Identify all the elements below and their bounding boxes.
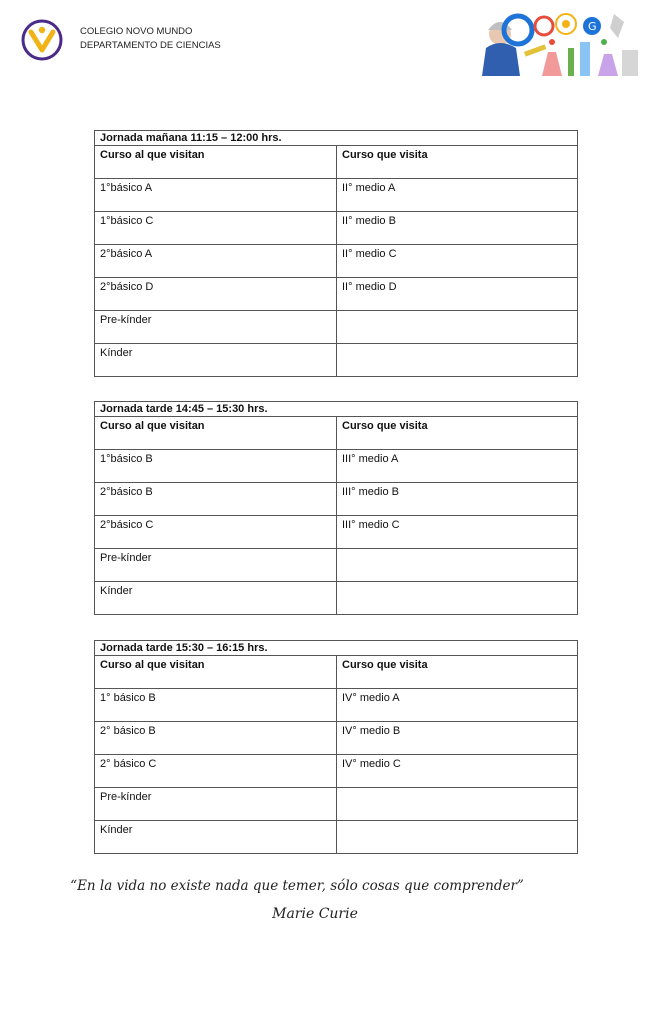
table-row: 2°básico A II° medio C: [95, 245, 578, 278]
table-row: 2°básico B III° medio B: [95, 483, 578, 516]
quote-text: “En la vida no existe nada que temer, sólo cosas que comprender”: [70, 878, 524, 894]
table-row: 2° básico C IV° medio C: [95, 755, 578, 788]
science-doodle-image: [482, 8, 642, 78]
school-logo: [20, 18, 64, 62]
quote-author: Marie Curie: [272, 906, 358, 922]
school-name: COLEGIO NOVO MUNDO: [80, 26, 193, 37]
table-title: Jornada mañana 11:15 – 12:00 hrs.: [95, 131, 578, 146]
schedule-table-afternoon-2: [94, 640, 578, 854]
column-header-visited: Curso al que visitan: [95, 417, 337, 450]
table-row: 2°básico C III° medio C: [95, 516, 578, 549]
table-title: Jornada tarde 14:45 – 15:30 hrs.: [95, 402, 578, 417]
table-row: Kínder: [95, 344, 578, 377]
department-name: DEPARTAMENTO DE CIENCIAS: [80, 40, 221, 51]
table-title: Jornada tarde 15:30 – 16:15 hrs.: [95, 641, 578, 656]
svg-text:G: G: [588, 20, 597, 33]
table-row: 2°básico D II° medio D: [95, 278, 578, 311]
table-row: 1°básico B III° medio A: [95, 450, 578, 483]
table-row: 2° básico B IV° medio B: [95, 722, 578, 755]
column-header-visiting: Curso que visita: [337, 417, 578, 450]
table-row: Pre-kínder: [95, 311, 578, 344]
table-row: Pre-kínder: [95, 549, 578, 582]
schedule-table-afternoon-1: [94, 401, 578, 615]
table-row: 1° básico B IV° medio A: [95, 689, 578, 722]
schedule-table-morning: [94, 130, 578, 377]
table-row: 1°básico C II° medio B: [95, 212, 578, 245]
header-text: [80, 25, 221, 53]
table-row: Kínder: [95, 582, 578, 615]
column-header-visited: Curso al que visitan: [95, 656, 337, 689]
table-row: 1°básico A II° medio A: [95, 179, 578, 212]
column-header-visited: Curso al que visitan: [95, 146, 337, 179]
column-header-visiting: Curso que visita: [337, 656, 578, 689]
column-header-visiting: Curso que visita: [337, 146, 578, 179]
table-row: Pre-kínder: [95, 788, 578, 821]
table-row: Kínder: [95, 821, 578, 854]
